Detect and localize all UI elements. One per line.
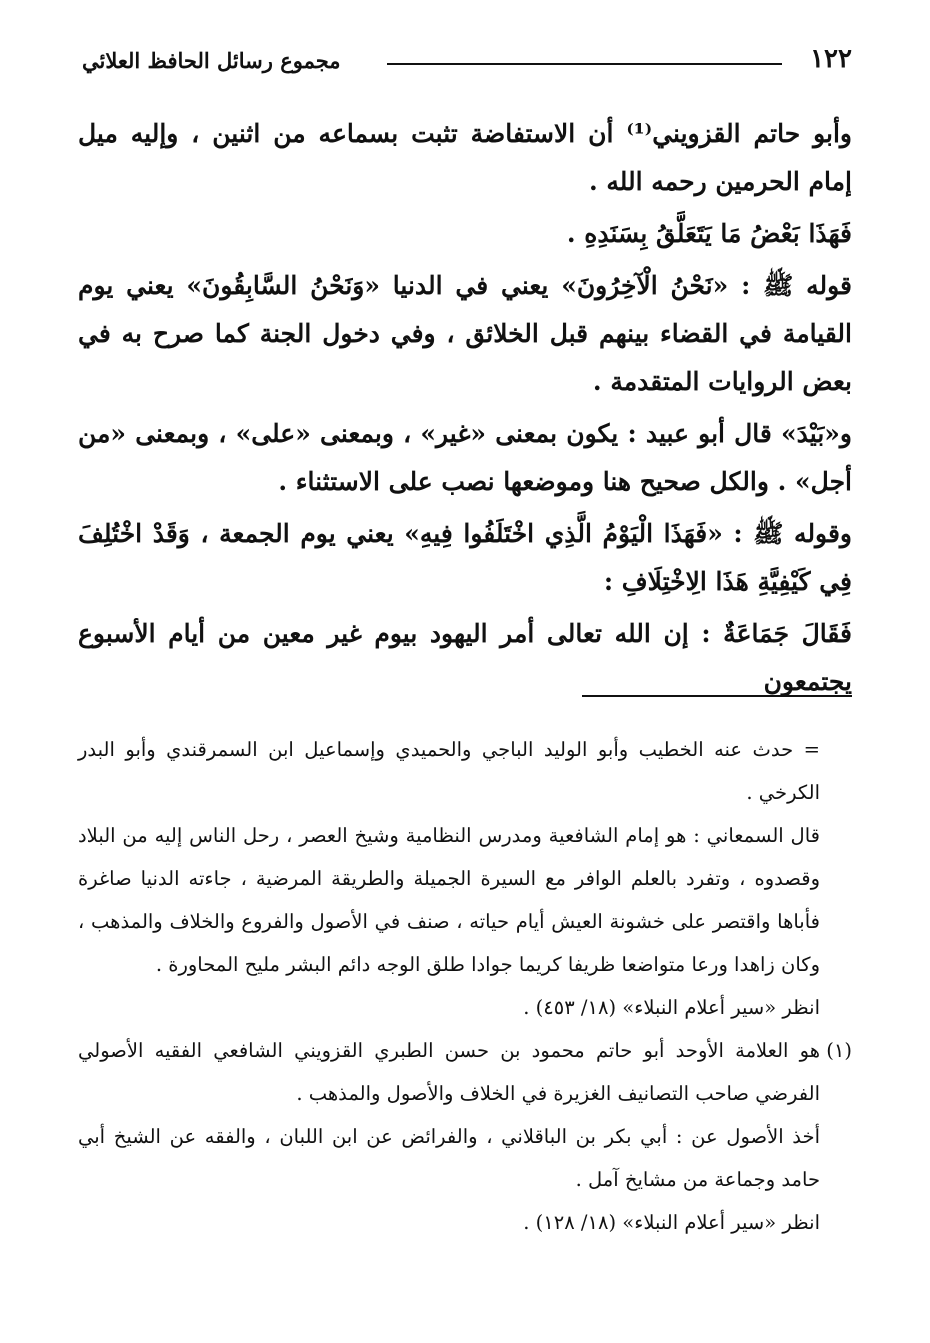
paragraph: فَقَالَ جَمَاعَةٌ : إن الله تعالى أمر اليهود بيوم غير معين من أيام الأسبوع يجتمعون <box>78 619 852 696</box>
footnotes <box>78 728 852 1244</box>
page-number: ١٢٢ <box>810 44 852 74</box>
paragraph-heading: فَهَذَا بَعْضُ مَا يَتَعَلَّقُ بِسَنَدِهِ . <box>566 219 852 248</box>
footnote-continuation: قال السمعاني : هو إمام الشافعية ومدرس النظامية وشيخ العصر ، رحل الناس إليه من البلاد وقصدوه ، وتفرد بالعلم الوافر مع السيرة الجميلة والطريقة المرضية ، جاءته الدنيا صاغرة فأباها واقتصر على خشونة العيش أيام حياته ، صنف في الأصول والفروع والخلاف والمذهب ، وكان زاهدا ورعا متواضعا ظريفا كريما جوادا طلق الوجه دائم البشر مليح المحاورة . <box>78 824 820 976</box>
footnote-1 <box>78 1029 852 1115</box>
footnote-reference: انظر «سير أعلام النبلاء» (١٨/ ٤٥٣) . <box>523 996 820 1019</box>
paragraph: قوله ﷺ : «نَحْنُ الْآخِرُونَ» يعني في الدنيا «وَنَحْنُ السَّابِقُونَ» يعني يوم القيامة في القضاء بينهم قبل الخلائق ، وفي دخول الجنة كما صرح به في بعض الروايات المتقدمة . <box>78 271 852 396</box>
running-title: مجموع رسائل الحافظ العلائي <box>82 48 341 73</box>
header-rule <box>387 63 782 65</box>
footnote-marker: (١) <box>826 1039 852 1062</box>
footnote-teachers: أخذ الأصول عن : أبي بكر بن الباقلاني ، والفرائض عن ابن اللبان ، والفقه عن الشيخ أبي حامد وجماعة من مشايخ آمل . <box>78 1125 820 1191</box>
footnote-text: هو العلامة الأوحد أبو حاتم محمود بن حسن الطبري القزويني الشافعي الفقيه الأصولي الفرضي صاحب التصانيف الغزيرة في الخلاف والأصول والمذهب . <box>78 1039 820 1105</box>
footnote-reference: انظر «سير أعلام النبلاء» (١٨/ ١٢٨) . <box>523 1211 820 1234</box>
footnote-continuation: = حدث عنه الخطيب وأبو الوليد الباجي والحميدي وإسماعيل ابن السمرقندي وأبو البدر الكرخي . <box>78 738 820 804</box>
paragraph: وأبو حاتم القزويني⁽¹⁾ أن الاستفاضة تثبت بسماعه من اثنين ، وإليه ميل إمام الحرمين رحمه الله . <box>78 119 853 196</box>
main-text <box>78 110 852 706</box>
paragraph: وقوله ﷺ : «فَهَذَا الْيَوْمُ الَّذِي اخْتَلَفُوا فِيهِ» يعني يوم الجمعة ، وَقَدْ اخْتُلِفَ فِي كَيْفِيَّةِ هَذَا الِاخْتِلَافِ : <box>78 519 852 596</box>
footnote-separator <box>582 695 852 697</box>
paragraph: و«بَيْدَ» قال أبو عبيد : يكون بمعنى «غير» ، وبمعنى «على» ، وبمعنى «من أجل» . والكل صحيح هنا وموضعها نصب على الاستثناء . <box>78 419 852 496</box>
page-header <box>82 42 852 82</box>
